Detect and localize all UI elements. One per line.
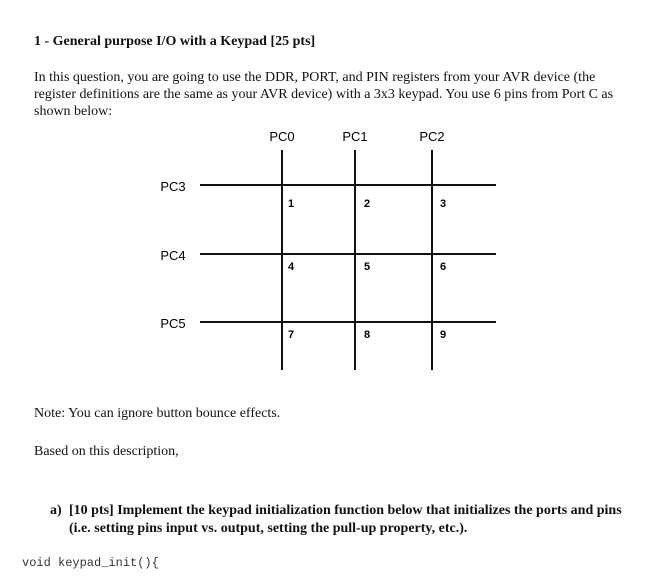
key-2: 2 (363, 198, 371, 210)
key-6: 6 (439, 261, 447, 273)
note-text: Note: You can ignore button bounce effects. (34, 406, 281, 421)
question-a-label: a) (50, 503, 62, 518)
code-snippet: void keypad_init(){ (22, 556, 159, 570)
question-heading: 1 - General purpose I/O with a Keypad [25 pts] (34, 34, 316, 49)
key-4: 4 (287, 261, 295, 273)
question-a (50, 502, 630, 538)
row-label-pc4: PC4 (160, 248, 186, 263)
column-label-pc1: PC1 (342, 129, 368, 144)
intro-paragraph: In this question, you are going to use the DDR, PORT, and PIN registers from your AVR device (the register definitions are the same as your AVR device) with a 3x3 keypad. You use 6 pins from Port C as shown below: (34, 70, 614, 119)
row-label-pc5: PC5 (160, 316, 186, 331)
key-3: 3 (439, 198, 447, 210)
row-label-pc3: PC3 (160, 179, 186, 194)
key-7: 7 (287, 329, 295, 341)
key-8: 8 (363, 329, 371, 341)
question-a-text: [10 pts] Implement the keypad initialization function below that initializes the ports and pins (i.e. setting pins input vs. output, setting the pull-up property, etc.). (69, 503, 622, 536)
column-label-pc0: PC0 (269, 129, 295, 144)
key-9: 9 (439, 329, 447, 341)
key-1: 1 (287, 198, 295, 210)
based-text: Based on this description, (34, 444, 179, 459)
key-5: 5 (363, 261, 371, 273)
column-label-pc2: PC2 (419, 129, 445, 144)
